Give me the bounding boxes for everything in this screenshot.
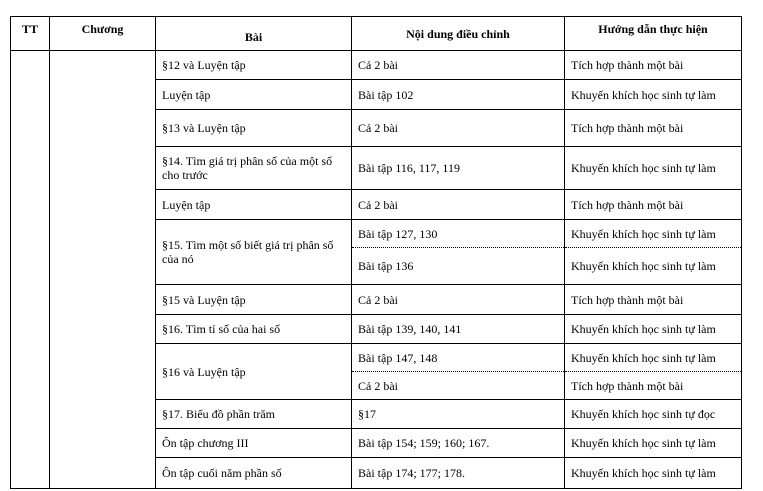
noi-dung-cell: Cả 2 bài	[352, 285, 565, 315]
huong-dan-cell: Khuyến khích học sinh tự làm	[565, 315, 742, 344]
bai-cell: Luyện tập	[156, 190, 352, 220]
huong-dan-cell: Tích hợp thành một bài	[565, 110, 742, 147]
noi-dung-cell: Cả 2 bài	[352, 372, 565, 400]
tt-cell	[11, 51, 50, 489]
noi-dung-cell: Cả 2 bài	[352, 190, 565, 220]
bai-cell: §17. Biểu đồ phần trăm	[156, 400, 352, 429]
huong-dan-cell: Khuyến khích học sinh tự làm	[565, 458, 742, 489]
huong-dan-cell: Tích hợp thành một bài	[565, 372, 742, 400]
noi-dung-cell: §17	[352, 400, 565, 429]
huong-dan-cell: Khuyến khích học sinh tự làm	[565, 248, 742, 285]
noi-dung-cell: Cả 2 bài	[352, 51, 565, 80]
header-noi-dung: Nội dung điều chỉnh	[352, 17, 565, 51]
bai-cell: Ôn tập chương III	[156, 429, 352, 458]
noi-dung-cell: Bài tập 174; 177; 178.	[352, 458, 565, 489]
bai-cell: Ôn tập cuối năm phần số	[156, 458, 352, 489]
header-bai: Bài	[156, 17, 352, 51]
bai-cell: §13 và Luyện tập	[156, 110, 352, 147]
bai-cell: §16. Tìm tỉ số của hai số	[156, 315, 352, 344]
bai-cell: §14. Tìm giá trị phân số của một số cho trước	[156, 147, 352, 190]
bai-cell: §12 và Luyện tập	[156, 51, 352, 80]
huong-dan-cell: Khuyến khích học sinh tự làm	[565, 429, 742, 458]
noi-dung-cell: Bài tập 147, 148	[352, 344, 565, 372]
chuong-cell	[50, 51, 156, 489]
huong-dan-cell: Khuyến khích học sinh tự làm	[565, 220, 742, 248]
noi-dung-cell: Cả 2 bài	[352, 110, 565, 147]
header-tt: TT	[11, 17, 50, 51]
adjustment-table	[10, 16, 742, 489]
noi-dung-cell: Bài tập 102	[352, 80, 565, 110]
huong-dan-cell: Khuyến khích học sinh tự làm	[565, 80, 742, 110]
huong-dan-cell: Khuyến khích học sinh tự đọc	[565, 400, 742, 429]
bai-cell: §15 và Luyện tập	[156, 285, 352, 315]
bai-cell: §16 và Luyện tập	[156, 344, 352, 400]
huong-dan-cell: Tích hợp thành một bài	[565, 51, 742, 80]
huong-dan-cell: Tích hợp thành một bài	[565, 190, 742, 220]
noi-dung-cell: Bài tập 116, 117, 119	[352, 147, 565, 190]
noi-dung-cell: Bài tập 127, 130	[352, 220, 565, 248]
huong-dan-cell: Khuyến khích học sinh tự làm	[565, 344, 742, 372]
huong-dan-cell: Khuyến khích học sinh tự làm	[565, 147, 742, 190]
huong-dan-cell: Tích hợp thành một bài	[565, 285, 742, 315]
bai-cell: §15. Tìm một số biết giá trị phân số của nó	[156, 220, 352, 285]
bai-cell: Luyện tập	[156, 80, 352, 110]
noi-dung-cell: Bài tập 139, 140, 141	[352, 315, 565, 344]
noi-dung-cell: Bài tập 154; 159; 160; 167.	[352, 429, 565, 458]
header-huong-dan: Hướng dẫn thực hiện	[565, 17, 742, 51]
table-row	[11, 51, 742, 80]
noi-dung-cell: Bài tập 136	[352, 248, 565, 285]
header-chuong: Chương	[50, 17, 156, 51]
